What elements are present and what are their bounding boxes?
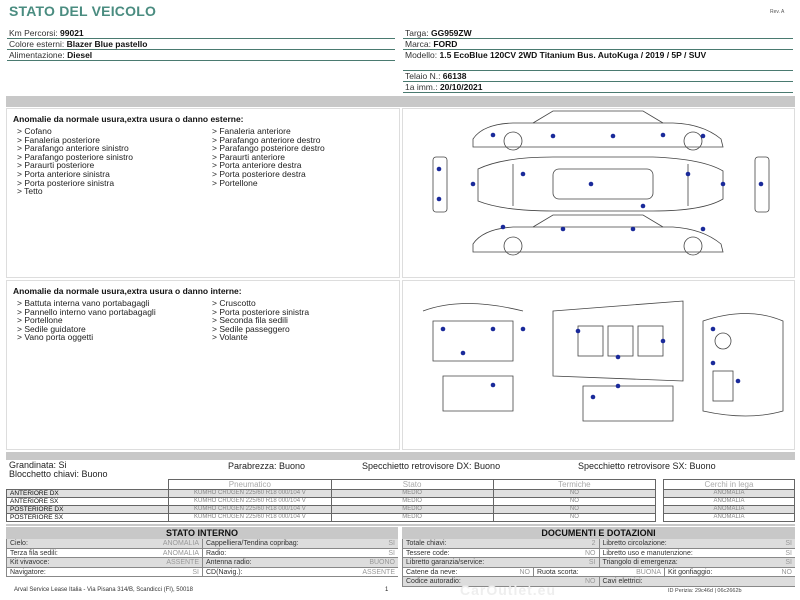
section-divider	[6, 524, 795, 526]
cell-value: SI	[785, 549, 792, 557]
section-cell	[599, 558, 796, 567]
anomaly-item: > Parafango posteriore sinistro	[17, 151, 133, 162]
info-value: GG959ZW	[431, 28, 472, 38]
damage-marker	[661, 133, 666, 138]
cell-value: SI	[785, 559, 792, 567]
section-row	[402, 558, 795, 568]
anomaly-item: > Sedile guidatore	[17, 323, 86, 334]
interior-anomalies-title: Anomalie da normale usura,extra usura o danno interne:	[13, 286, 242, 296]
anomaly-item: > Porta posteriore sinistra	[212, 306, 310, 317]
tyre-position: POSTERIORE DX	[7, 506, 169, 514]
table-row	[664, 498, 795, 506]
damage-marker	[491, 383, 496, 388]
tyre-termiche: NO	[493, 498, 655, 506]
section-cell	[6, 549, 202, 558]
interior-damage-diagram	[402, 280, 795, 450]
section-cell	[402, 558, 599, 567]
cell-label: Kit gonfiaggio:	[668, 568, 713, 576]
vehicle-info-right	[403, 28, 793, 93]
anomaly-item: > Parafango anteriore destro	[212, 134, 321, 145]
documenti-section	[402, 527, 795, 587]
exterior-damage-diagram	[402, 108, 795, 278]
cell-value: NO	[519, 568, 530, 576]
damage-marker	[441, 327, 446, 332]
cell-label: Radio:	[206, 549, 227, 557]
info-label: Km Percorsi:	[9, 28, 61, 38]
cell-label: Libretto garanzia/service:	[406, 559, 485, 567]
watermark-logo: CarOutlet.eu	[460, 582, 557, 598]
anomaly-item: > Fanaleria anteriore	[212, 126, 291, 136]
exterior-damage-markers	[403, 109, 796, 279]
info-row	[403, 82, 793, 93]
damage-marker	[521, 172, 526, 177]
tyre-tyre: KUMHO CRUGEN 225/60 R18 000/104 V	[169, 490, 331, 498]
table-row	[7, 506, 656, 514]
info-value: 1.5 EcoBlue 120CV 2WD Titanium Bus. AutoKuga / 2019 / 5P / SUV	[439, 50, 707, 60]
table-row	[664, 490, 795, 498]
anomaly-item: > Cofano	[17, 126, 52, 136]
cell-label: Tessere code:	[406, 549, 450, 557]
section-row	[6, 539, 398, 549]
cell-label: Libretto uso e manutenzione:	[602, 549, 693, 557]
cell-value: ASSENTE	[362, 568, 395, 576]
info-label: Colore esterni:	[9, 39, 67, 49]
section-cell	[202, 549, 398, 558]
anomaly-item: > Seconda fila sedili	[212, 315, 288, 326]
cell-label: Codice autoradio:	[406, 578, 461, 586]
anomaly-item: > Parafango posteriore destro	[212, 143, 325, 154]
damage-marker	[661, 339, 666, 344]
cell-label: Navigatore:	[10, 568, 46, 576]
anomaly-item: > Porta anteriore destra	[212, 160, 302, 171]
table-row	[664, 506, 795, 514]
anomaly-item: > Cruscotto	[212, 298, 256, 308]
cell-value: ASSENTE	[166, 559, 199, 567]
blocchetto-chiavi-status: Blocchetto chiavi: Buono	[9, 469, 108, 479]
info-value: 66138	[442, 71, 467, 81]
anomaly-item: > Parafango anteriore sinistro	[17, 143, 129, 154]
tyres-table	[6, 479, 656, 522]
anomaly-item: > Porta anteriore sinistra	[17, 168, 110, 179]
exterior-anomalies-title: Anomalie da normale usura,extra usura o danno esterne:	[13, 114, 244, 124]
damage-marker	[701, 134, 706, 139]
cell-label: Triangolo di emergenza:	[602, 559, 678, 567]
damage-marker	[491, 327, 496, 332]
damage-marker	[491, 133, 496, 138]
damage-marker	[589, 182, 594, 187]
cell-value: BUONA	[636, 568, 661, 576]
damage-marker	[721, 182, 726, 187]
info-row	[403, 28, 793, 39]
table-row	[664, 514, 795, 522]
cell-label: Cavi elettrici:	[602, 578, 643, 586]
info-label: Alimentazione:	[9, 50, 68, 60]
damage-marker	[551, 134, 556, 139]
cell-value: SI	[192, 568, 199, 576]
specchietto-dx-status: Specchietto retrovisore DX: Buono	[362, 461, 501, 471]
cell-value: SI	[588, 559, 596, 567]
specchietto-sx-status: Specchietto retrovisore SX: Buono	[578, 461, 716, 471]
section-row	[402, 549, 795, 559]
tyre-termiche: NO	[493, 514, 655, 522]
info-label: 1a imm.:	[405, 82, 440, 92]
damage-marker	[631, 227, 636, 232]
tyre-position: ANTERIORE DX	[7, 490, 169, 498]
section-divider	[6, 96, 795, 107]
info-value: 20/10/2021	[439, 82, 483, 92]
anomaly-item: > Pannello interno vano portabagagli	[17, 306, 156, 317]
info-value: Diesel	[67, 50, 93, 60]
cell-value: NO	[585, 578, 596, 586]
section-cell	[664, 568, 795, 577]
tyre-tyre: KUMHO CRUGEN 225/60 R18 000/104 V	[169, 506, 331, 514]
damage-marker	[736, 379, 741, 384]
page-title: STATO DEL VEICOLO	[9, 3, 157, 19]
revision-label: Rev. A	[770, 9, 785, 15]
section-cell	[6, 558, 202, 567]
section-cell	[6, 568, 202, 577]
cell-label: Ruota scorta:	[537, 568, 579, 576]
section-cell	[402, 549, 599, 558]
column-header: Pneumatico	[169, 480, 331, 490]
table-row	[7, 498, 656, 506]
tyre-position: ANTERIORE SX	[7, 498, 169, 506]
info-row	[7, 28, 395, 39]
cell-label: Totale chiavi:	[406, 540, 447, 547]
tyre-tyre: KUMHO CRUGEN 225/60 R18 000/104 V	[169, 498, 331, 506]
cell-label: Cappelliera/Tendina copribag:	[206, 540, 299, 547]
tyre-stato: MEDIO	[331, 490, 493, 498]
info-row	[403, 71, 793, 82]
anomaly-item: > Volante	[212, 332, 248, 343]
cell-value: SI	[785, 540, 792, 547]
cell-value: BUONO	[369, 559, 395, 567]
anomaly-item: > Sedile passeggero	[212, 323, 290, 334]
section-cell	[599, 539, 796, 548]
section-divider	[6, 452, 795, 460]
section-cell	[402, 568, 533, 577]
cell-value: NO	[585, 549, 596, 557]
cell-label: Antenna radio:	[206, 559, 252, 567]
section-cell	[533, 568, 664, 577]
cell-label: Kit vivavoce:	[10, 559, 50, 567]
damage-marker	[591, 395, 596, 400]
damage-marker	[641, 204, 646, 209]
cell-value: NO	[781, 568, 792, 576]
anomaly-item: > Paraurti anteriore	[212, 151, 285, 162]
section-row	[6, 568, 398, 578]
damage-marker	[611, 134, 616, 139]
info-label: Marca:	[405, 39, 434, 49]
cell-label: Libretto circolazione:	[602, 540, 667, 547]
column-header: Termiche	[493, 480, 655, 490]
tyre-stato: MEDIO	[331, 514, 493, 522]
info-value: 99021	[60, 28, 84, 38]
anomaly-item: > Vano porta oggetti	[17, 332, 94, 343]
section-cell	[402, 539, 599, 548]
info-row	[7, 50, 395, 61]
info-value: FORD	[433, 39, 458, 49]
grandinata-status: Grandinata: Si	[9, 460, 67, 470]
info-row	[403, 39, 793, 50]
vehicle-info-left	[7, 28, 395, 61]
section-cell	[599, 549, 796, 558]
section-row	[6, 549, 398, 559]
section-cell	[202, 558, 398, 567]
section-cell	[6, 539, 202, 548]
anomaly-item: > Portellone	[212, 177, 258, 188]
tyre-tyre: KUMHO CRUGEN 225/60 R18 000/104 V	[169, 514, 331, 522]
perizia-id: ID Perizia: 29c46d | 06c2662b	[668, 588, 742, 594]
cerchi-status: ANOMALIA	[664, 498, 795, 506]
cell-value: 2	[591, 540, 596, 547]
damage-marker	[501, 225, 506, 230]
anomaly-item: > Fanaleria posteriore	[17, 134, 100, 145]
damage-marker	[759, 182, 764, 187]
info-value: Blazer Blue pastello	[66, 39, 148, 49]
tyre-stato: MEDIO	[331, 506, 493, 514]
tyre-stato: MEDIO	[331, 498, 493, 506]
damage-marker	[471, 182, 476, 187]
damage-marker	[561, 227, 566, 232]
cerchi-status: ANOMALIA	[664, 514, 795, 522]
column-header: Stato	[331, 480, 493, 490]
tyre-termiche: NO	[493, 506, 655, 514]
info-label: Modello:	[405, 50, 440, 60]
section-cell	[202, 568, 398, 577]
exterior-anomalies-panel	[6, 108, 400, 278]
section-row	[6, 558, 398, 568]
damage-marker	[576, 329, 581, 334]
section-row	[402, 539, 795, 549]
cell-label: Catene da neve:	[406, 568, 458, 576]
damage-marker	[711, 327, 716, 332]
documenti-title: DOCUMENTI E DOTAZIONI	[402, 527, 795, 539]
table-row	[7, 490, 656, 498]
anomaly-item: > Porta posteriore sinistra	[17, 177, 115, 188]
tyre-termiche: NO	[493, 490, 655, 498]
anomaly-item: > Portellone	[17, 315, 63, 326]
damage-marker	[616, 384, 621, 389]
interior-anomalies-panel	[6, 280, 400, 450]
table-row	[7, 514, 656, 522]
section-row	[402, 568, 795, 578]
footer-address: Arval Service Lease Italia - Via Pisana 314/B, Scandicci (FI), 50018	[14, 587, 193, 593]
stato-interno-section	[6, 527, 398, 577]
info-label: Telaio N.:	[405, 71, 443, 81]
tyre-position: POSTERIORE SX	[7, 514, 169, 522]
parabrezza-status: Parabrezza: Buono	[228, 461, 306, 471]
damage-marker	[686, 172, 691, 177]
info-row	[7, 39, 395, 50]
damage-marker	[711, 361, 716, 366]
anomaly-item: > Porta posteriore destra	[212, 168, 306, 179]
cell-label: Terza fila sedili:	[10, 549, 58, 557]
column-header: Cerchi in lega	[664, 480, 795, 490]
damage-marker	[461, 351, 466, 356]
anomaly-item: > Paraurti posteriore	[17, 160, 95, 171]
anomaly-item: > Tetto	[17, 186, 43, 197]
cell-value: ANOMALIA	[162, 549, 199, 557]
cell-value: SI	[388, 549, 395, 557]
cell-value: ANOMALIA	[162, 540, 199, 547]
cell-label: CD(Navig.):	[206, 568, 243, 576]
section-cell	[202, 539, 398, 548]
damage-marker	[437, 197, 442, 202]
cell-label: Cielo:	[10, 540, 28, 547]
interior-damage-markers	[403, 281, 796, 451]
damage-marker	[521, 327, 526, 332]
stato-interno-title: STATO INTERNO	[6, 527, 398, 539]
section-cell	[599, 577, 796, 586]
cerchi-table	[663, 479, 795, 522]
cerchi-status: ANOMALIA	[664, 490, 795, 498]
damage-marker	[437, 167, 442, 172]
cell-value: SI	[388, 540, 395, 547]
anomaly-item: > Battuta interna vano portabagagli	[17, 298, 150, 308]
damage-marker	[701, 227, 706, 232]
info-label: Targa:	[405, 28, 431, 38]
damage-marker	[616, 355, 621, 360]
cerchi-status: ANOMALIA	[664, 506, 795, 514]
info-row	[403, 50, 793, 71]
page-number: 1	[385, 587, 389, 593]
